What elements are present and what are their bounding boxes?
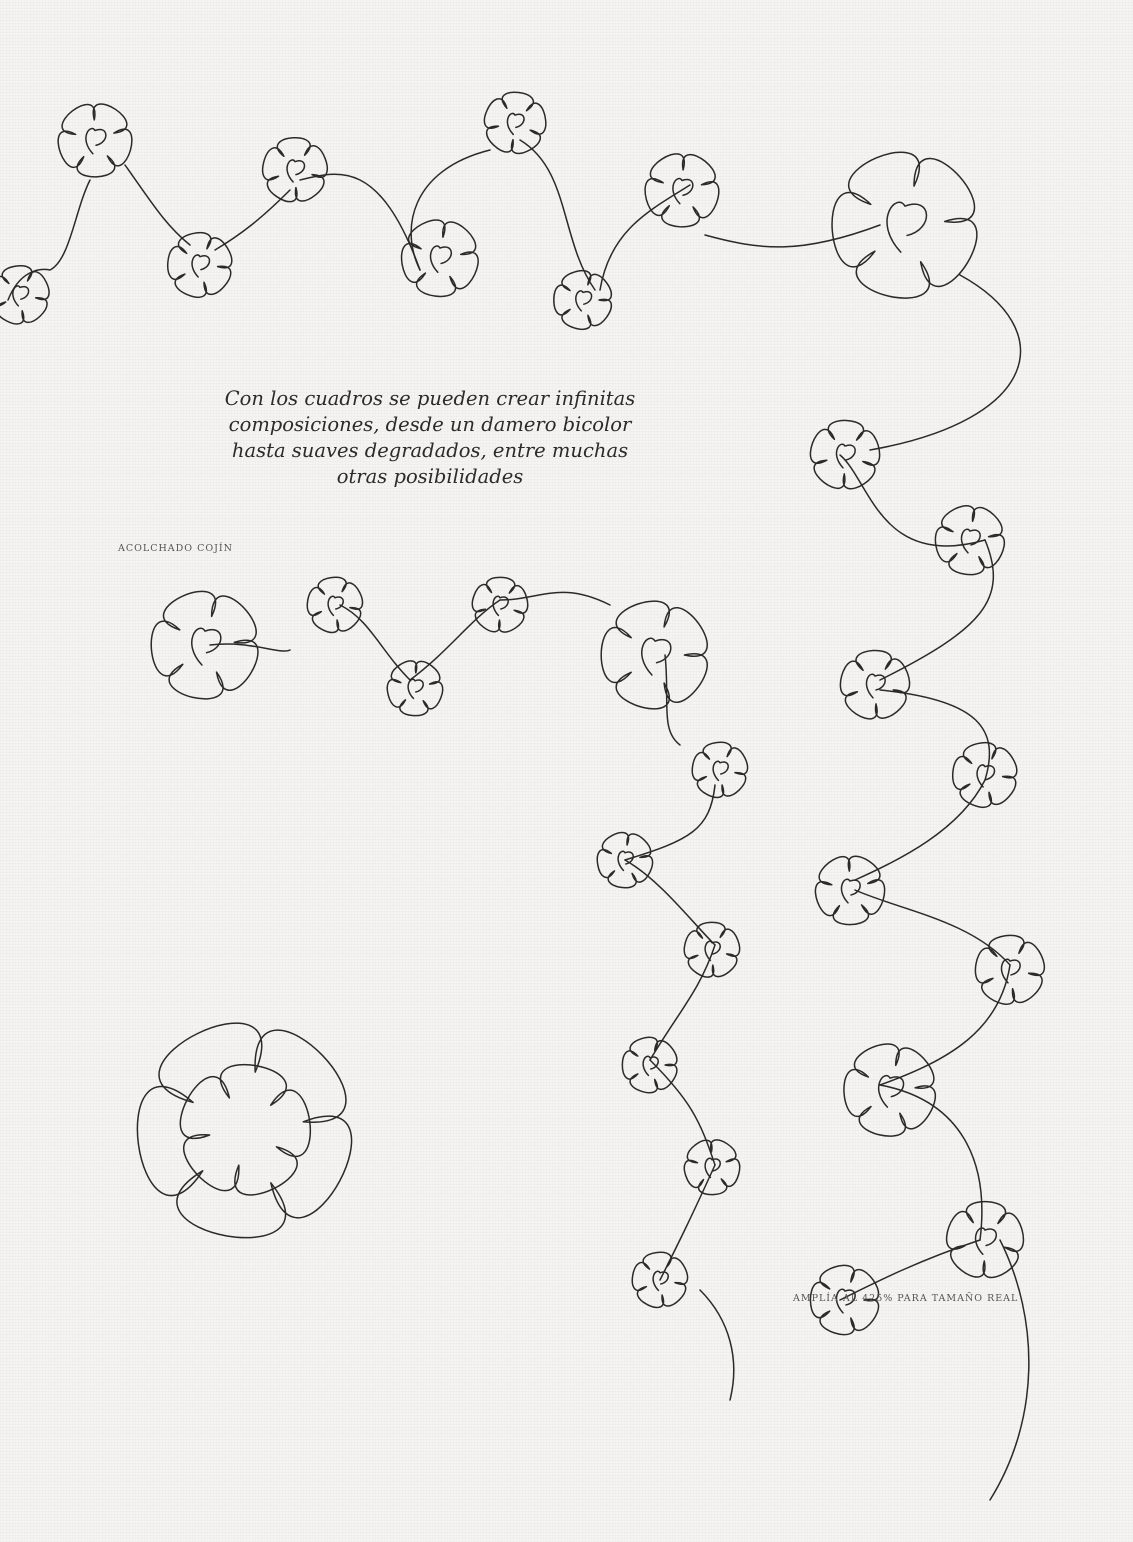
- flower-outline: [387, 661, 442, 716]
- flower-center-loop: [961, 529, 980, 553]
- flower-center-loop: [431, 246, 452, 272]
- flower-outline: [935, 506, 1004, 575]
- flower-outline: [0, 266, 49, 324]
- flower-outline: [263, 138, 328, 202]
- flower-center-loop: [841, 879, 860, 903]
- pull-quote: [180, 386, 680, 490]
- flower-outline: [601, 601, 707, 709]
- flower-center-loop: [866, 674, 885, 698]
- flower-center-loop: [887, 202, 926, 252]
- flower-outline: [684, 922, 739, 977]
- flower-center-loop: [836, 444, 855, 468]
- flower-center-loop: [673, 179, 693, 204]
- large-double-flower-outline: [137, 1023, 351, 1238]
- flower-outline: [840, 650, 909, 718]
- flower-center-loop: [13, 286, 29, 306]
- pattern-name-label: ACOLCHADO COJÍN: [118, 543, 233, 554]
- scale-instruction-label: AMPLÍA AL 425% PARA TAMAÑO REAL: [793, 1293, 1019, 1304]
- flower-outline: [622, 1037, 677, 1092]
- flower-center-loop: [1001, 959, 1020, 983]
- flower-center-loop: [192, 628, 221, 665]
- flower-outline: [402, 220, 479, 296]
- flower-center-loop: [408, 679, 423, 698]
- flower-outline: [832, 152, 977, 298]
- flower-center-loop: [507, 113, 524, 134]
- pull-quote-line: hasta suaves degradados, entre muchas: [231, 439, 629, 462]
- flower-center-loop: [328, 596, 343, 615]
- pull-quote-line: otras posibilidades: [336, 465, 524, 488]
- flower-center-loop: [713, 761, 728, 780]
- flower-outline: [168, 233, 232, 298]
- flower-center-loop: [705, 1158, 720, 1177]
- flower-outline: [684, 1140, 739, 1195]
- flower-outline: [484, 92, 545, 153]
- flower-outline: [953, 743, 1017, 808]
- flower-center-loop: [192, 255, 209, 277]
- pull-quote-line: Con los cuadros se pueden crear infinitas: [224, 387, 636, 410]
- pull-quote-line: composiciones, desde un damero bicolor: [228, 413, 632, 436]
- flower-motifs: [0, 92, 1044, 1334]
- flower-outline: [844, 1044, 935, 1136]
- flower-outline: [472, 577, 527, 632]
- flower-center-loop: [576, 291, 592, 311]
- flower-outline: [307, 577, 362, 632]
- flower-outline: [815, 856, 884, 924]
- flower-center-loop: [287, 160, 304, 182]
- flower-outline: [810, 420, 879, 488]
- flower-center-loop: [86, 129, 106, 154]
- flower-center-loop: [653, 1271, 668, 1290]
- flower-outline: [58, 104, 132, 177]
- flower-outline: [692, 742, 747, 797]
- double-flower-ring: [137, 1023, 351, 1238]
